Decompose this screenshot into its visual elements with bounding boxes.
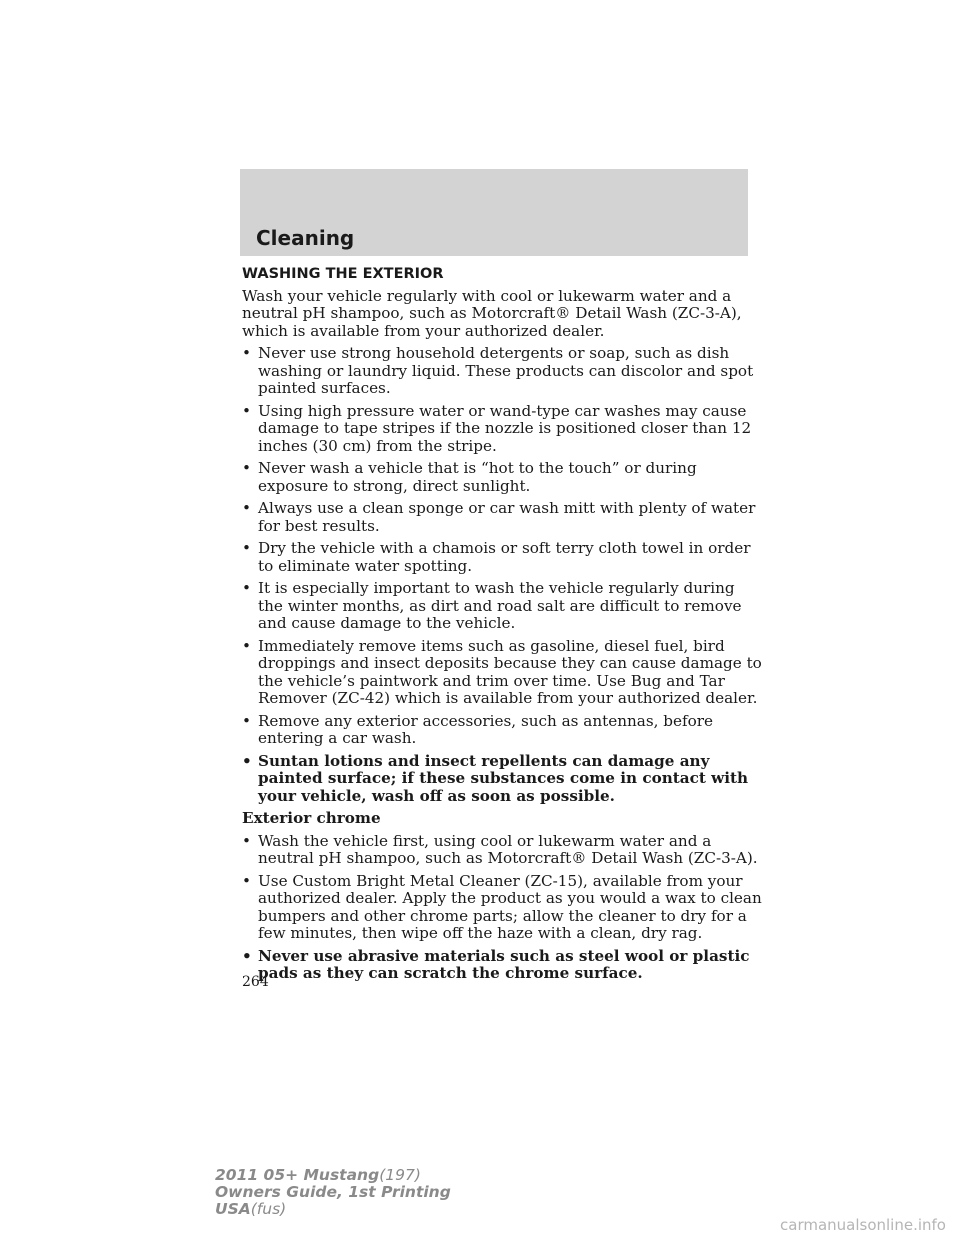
warning-list-item: • Suntan lotions and insect repellents can damage any painted surface; if these substances come in contact with your vehicle, wash off as soon as possible. <box>242 751 749 805</box>
footer-line-1: 2011 05+ Mustang(197) <box>215 1166 421 1184</box>
list-item: • Never wash a vehicle that is “hot to the touch” or during exposure to strong, direct sunlight. <box>242 459 697 495</box>
list-item: • Never use strong household detergents or soap, such as dish washing or laundry liquid. These products can discolor and spot painted surfaces. <box>242 344 754 397</box>
page-content <box>242 266 762 988</box>
section-heading: WASHING THE EXTERIOR <box>242 266 444 282</box>
list-item: • Wash the vehicle first, using cool or lukewarm water and a neutral pH shampoo, such as Motorcraft® Detail Wash (ZC-3-A). <box>242 831 758 867</box>
list-item: • Always use a clean sponge or car wash mitt with plenty of water for best results. <box>242 499 756 535</box>
list-item: • It is especially important to wash the vehicle regularly during the winter months, as dirt and road salt are difficult to remove and cause damage to the vehicle. <box>242 579 742 632</box>
list-item: • Use Custom Bright Metal Cleaner (ZC-15), available from your authorized dealer. Apply the product as you would a wax to clean bumpers and other chrome parts; allow the cleaner to dry for a few minutes, then wipe off the haze with a clean, dry rag. <box>242 871 762 942</box>
footer-line-2: Owners Guide, 1st Printing <box>215 1183 451 1201</box>
footer-line-3: USA(fus) <box>215 1200 287 1218</box>
washing-bullet-list <box>242 345 762 805</box>
list-item: • Dry the vehicle with a chamois or soft terry cloth towel in order to eliminate water spotting. <box>242 539 751 575</box>
warning-list-item: • Never use abrasive materials such as steel wool or plastic pads as they can scratch the chrome surface. <box>242 946 750 982</box>
list-item: • Using high pressure water or wand-type car washes may cause damage to tape stripes if the nozzle is positioned closer than 12 inches (30 cm) from the stripe. <box>242 401 752 455</box>
intro-paragraph: Wash your vehicle regularly with cool or lukewarm water and a neutral pH shampoo, such as Motorcraft® Detail Wash (ZC-3-A), which is available from your authorized dealer. <box>242 286 742 340</box>
print-footer <box>215 1167 451 1218</box>
chrome-subheading: Exterior chrome <box>242 809 381 827</box>
site-watermark: carmanualsonline.info <box>780 1216 946 1234</box>
chrome-bullet-list <box>242 833 762 983</box>
list-item: • Immediately remove items such as gasoline, diesel fuel, bird droppings and insect deposits because they can cause damage to the vehicle’s paintwork and trim over time. Use Bug and Tar Remover (ZC-42) which is available from your authorized dealer. <box>242 636 762 707</box>
list-item: • Remove any exterior accessories, such as antennas, before entering a car wash. <box>242 711 714 747</box>
page-number: 264 <box>242 974 269 990</box>
chapter-title: Cleaning <box>256 226 355 250</box>
